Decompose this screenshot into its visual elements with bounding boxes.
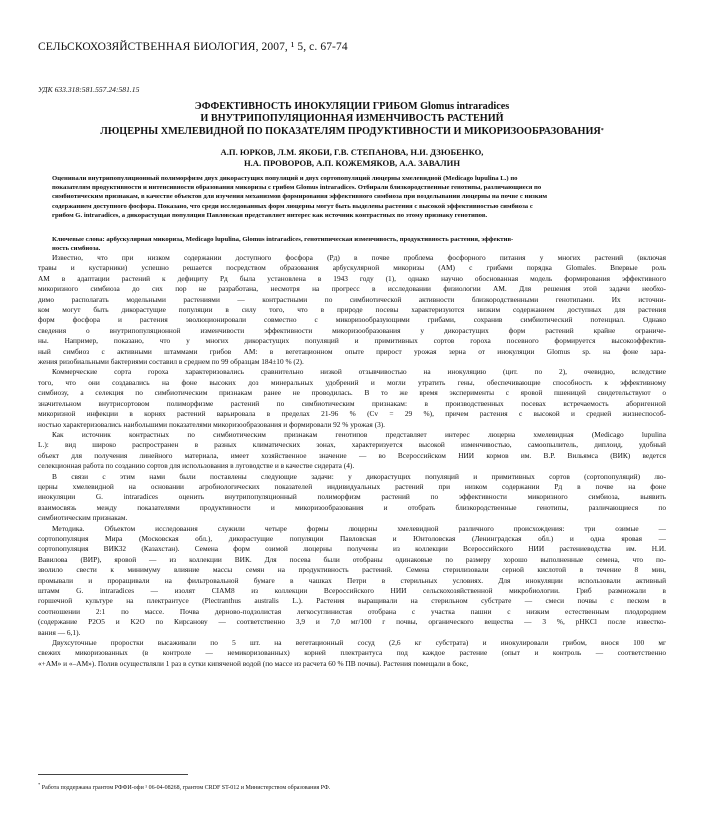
body-line: микоризного симбиоза до сих пор не разработана, несмотря на прогресс в исследовании физиологии АМ. Для решения этой задачи необхо- (38, 284, 666, 294)
body-line: форм фосфора и растения эволюционировали совместно с микоризообразующими грибами, сохранив симбиотический потенциал. Однако (38, 315, 666, 325)
abstract-line: содержанием доступного фосфора. Показано, что среди исследованных форм люцерны могут быть выделены растения с высокой эффективностью симбиоза с (52, 202, 533, 210)
title-line (30, 126, 674, 138)
body-line: сортопопуляция ВИК32 (Казахстан). Семена форм озимой люцерны получены из коллекции Всероссийского НИИ растениеводства им. Н.И. (38, 544, 666, 554)
body-line: «+АМ» и «–АМ»). Полив осуществляли 1 раз в сутки кипяченой водой (по массе из расчета 60 % ПВ почвы). Растения помещали в бокс, (38, 658, 469, 668)
body-line: церны хмелевидной на основании агробиологических показателей индивидуальных растений при низком содержании Pд в почве на фоне (38, 481, 666, 491)
body-line: того, что они создавались на фоне высоких доз минеральных удобрений и могли утратить гены, обеспечивающие способность к эффективному (38, 377, 666, 387)
body-line: L.): вид широко распространен в разных климатических зонах, характеризуется высокой изменчивостью, самоопылитель, диплоид, удобный (38, 440, 666, 450)
footnote-divider (38, 774, 188, 775)
footnote-text: Работа поддержана грантом РФФИ-офи ¹ 06-04-08268, грантом CRDF ST-012 и Министерством образования РФ. (41, 785, 331, 791)
title-line: ЭФФЕКТИВНОСТЬ ИНОКУЛЯЦИИ ГРИБОМ Glomus intraradices (194, 101, 510, 112)
authors-line: А.П. ЮРКОВ, Л.М. ЯКОБИ, Г.В. СТЕПАНОВА, Н.И. ДЗЮБЕНКО, (220, 147, 484, 157)
body-line: В связи с этим нами были поставлены следующие задачи: у дикорастущих популяций и примитивных сортов (сортопопуляций) лю- (52, 471, 666, 481)
body-line: Как источник контрастных по симбиотическим признакам генотипов представляет интерес люцерна хмелевидная (Medicago lupulina (52, 429, 666, 439)
body-line: селекционная работа по созданию сортов для использования в луговодстве и в качестве сидерата (4). (38, 461, 355, 471)
body-line: Двухсуточные проростки высаживали по 5 шт. на вегетационный сосуд (2,6 кг субстрата) и инокулировали грибом, внося 100 мг (52, 638, 666, 648)
body-line: жения ризобиальными бактериями составил в среднем по 99 образцам 184±10 % (2). (38, 357, 304, 367)
body-line: АМ в адаптации растений к дефициту Pд была установлена в 1943 году (1), однако научно обоснованная модель формирования эффективного (38, 273, 666, 283)
body-line: горшечной культуре на плектрантусе (Plectranthus australis L.). Растения выращивали на стерильном субстрате — смеси почвы с песком в (38, 596, 666, 606)
body-line: Вавилова (ВИР), яровой — из коллекции ВИК. Для посева были отобраны одинаковые по размеру хорошо выполненные семена, что по- (38, 554, 666, 564)
journal-header: СЕЛЬСКОХОЗЯЙСТВЕННАЯ БИОЛОГИЯ, 2007, ¹ 5, с. 67-74 (38, 41, 348, 53)
body-line: инокуляции G. intraradices оценить внутрипопуляционный полиморфизм растений по эффективности микоризного симбиоза, выявить (38, 492, 666, 502)
abstract-line: показателям продуктивности и интенсивности образования микоризы с грибом Glomus intraradices. Отбирали близкородственные генотипы, различающиеся по (52, 184, 542, 192)
body-line: Известно, что при низком содержании доступного фосфора (Pд) в почве проблема фосфорного питания у многих растений (включая (52, 253, 666, 262)
body-line: сортопопуляция Мира (Московская обл.), дикорастущие популяции Павловская и Юнтоловская (Ленинградская обл.) и одна яровая — (38, 533, 666, 543)
abstract-line: Оценивали внутрипопуляционный полиморфизм двух дикорастущих популяций и двух сортопопуляций люцерны хмелевидной (Medicago lupulina L.) по (52, 175, 518, 182)
body-line: объект для получения линейного материала, имеет хозяйственное значение — во Всероссийском НИИ кормов им. В.Р. Вильямса (ВИК) ведется (38, 450, 666, 460)
keywords (52, 235, 664, 253)
title-line: И ВНУТРИПОПУЛЯЦИОННАЯ ИЗМЕНЧИВОСТЬ РАСТЕНИЙ (200, 113, 504, 125)
body-line: промывали и проращивали на фильтровальной бумаге в чашках Петри в стерильных условиях. Для инокуляции использовали активный (38, 575, 666, 585)
body-line: травы и кустарники) успешно решается посредством образования арбускулярной микоризы (АМ) с грибами порядка Glomales. Впервые роль (38, 263, 666, 273)
body-line: ный симбиоз с активными штаммами грибов АМ: в вегетационном опыте прирост урожая зерна от инокуляции Glomus sp. на фоне зара- (38, 346, 666, 356)
article-title (30, 101, 674, 138)
body-line: вания — 6,1). (38, 627, 81, 637)
body-line: взаимосвязь между показателями продуктивности и микоризообразования и отобрать близкородственные генотипы, различающиеся по (38, 502, 666, 512)
body-line: ны. Например, показано, что у многих дикорастущих популяций и примитивных сортов гороха посевного формируется высокоэффектив- (38, 336, 666, 346)
title-line-text: ЛЮЦЕРНЫ ХМЕЛЕВИДНОЙ ПО ПОКАЗАТЕЛЯМ ПРОДУКТИВНОСТИ И МИКОРИЗООБРАЗОВАНИЯ (100, 125, 601, 137)
body-line: симбиотическим признакам. (38, 513, 128, 523)
body-line: свежих микоризованных (в контроле — немикоризованных) корней плектрантуса под каждое растение (опыт и контроль — соответственно (38, 648, 666, 658)
body-line: Методика. Объектом исследования служили четыре формы люцерны хмелевидной различного происхождения: три озимые — (52, 523, 666, 533)
abstract-line: симбиотическим признакам, в качестве объектов для изучения механизмов формирования эффективного симбиоза при возделывании люцерны на почве с низким (52, 193, 548, 201)
abstract (52, 174, 664, 220)
body-line: сведения о внутрипопуляционной изменчивости эффективности микоризообразования у дикорастущих форм растений крайне ограниче- (38, 325, 666, 335)
body-line: (содержание P2O5 и K2O по Кирсанову — соответственно 3,9 и 7,0 мг/100 г почвы, органического вещества — 3 %, pHKCl после известко- (38, 617, 666, 627)
keywords-line: ность симбиоза. (52, 245, 101, 253)
body-line: ком могут быть дикорастущие популяции в силу того, что в природе посевы характеризуются низким содержанием доступных для растения (38, 305, 666, 315)
body-line: ностью характеризовались наибольшими показателями микоризообразования и формировали 92 % урожая (3). (38, 419, 386, 429)
body-line: соотношении 2:1 по массе. Почва дерново-подзолистая легкосуглинистая отобрана с участка пашни с низким естественным плодородием (38, 606, 666, 616)
keywords-line: Ключевые слова: арбускулярная микориза, Medicago lupulina, Glomus intraradices, генотипическая изменчивость, продуктивность растения, эффектив- (52, 236, 514, 243)
body-line: зволило свести к минимуму влияние массы семян на продуктивность растений. Семена стерилизовали серной кислотой в течение 8 мин, (38, 565, 666, 575)
body-text (38, 253, 666, 669)
body-line: микоризной инфекции в корнях растений варьировала в пределах 21-96 % (Cv = 29 %), причем растения с высокой и средней жизнеспособ- (38, 409, 666, 419)
footnote (38, 782, 330, 791)
title-footnote-marker: * (600, 127, 604, 134)
body-line: димо располагать модельными растениями — контрастными по симбиотической активности близкородственными генотипами. Их источни- (38, 294, 666, 304)
abstract-line: грибом G. intraradices, а дикорастущая популяция Павловская представляет интерес как источник контрастных по этому признаку генотипов. (52, 211, 488, 219)
udk-code: УДК 633.318:581.557.24:581.15 (38, 85, 140, 94)
body-line: значительном внутрисортовом полиморфизме растений по симбиотическим признакам: в производственных посевах встречаемость аборигенной (38, 398, 666, 408)
footnote-marker: * (38, 782, 41, 787)
authors-line: Н.А. ПРОВОРОВ, А.П. КОЖЕМЯКОВ, А.А. ЗАВАЛИН (243, 158, 461, 168)
body-line: штамм G. intraradices — изолят CIAM8 из коллекции Всероссийского НИИ сельскохозяйственной микробиологии. Гриб размножали в (38, 586, 666, 595)
body-line: Коммерческие сорта гороха характеризовались сравнительно низкой отзывчивостью на инокуляцию (цит. по 2), очевидно, вследствие (52, 367, 666, 377)
authors (30, 147, 674, 169)
body-line: симбиозу, а селекция по симбиотическим признакам ранее не проводилась. В то же время эксперименты с яровой пшеницей свидетельствуют о (38, 388, 666, 398)
